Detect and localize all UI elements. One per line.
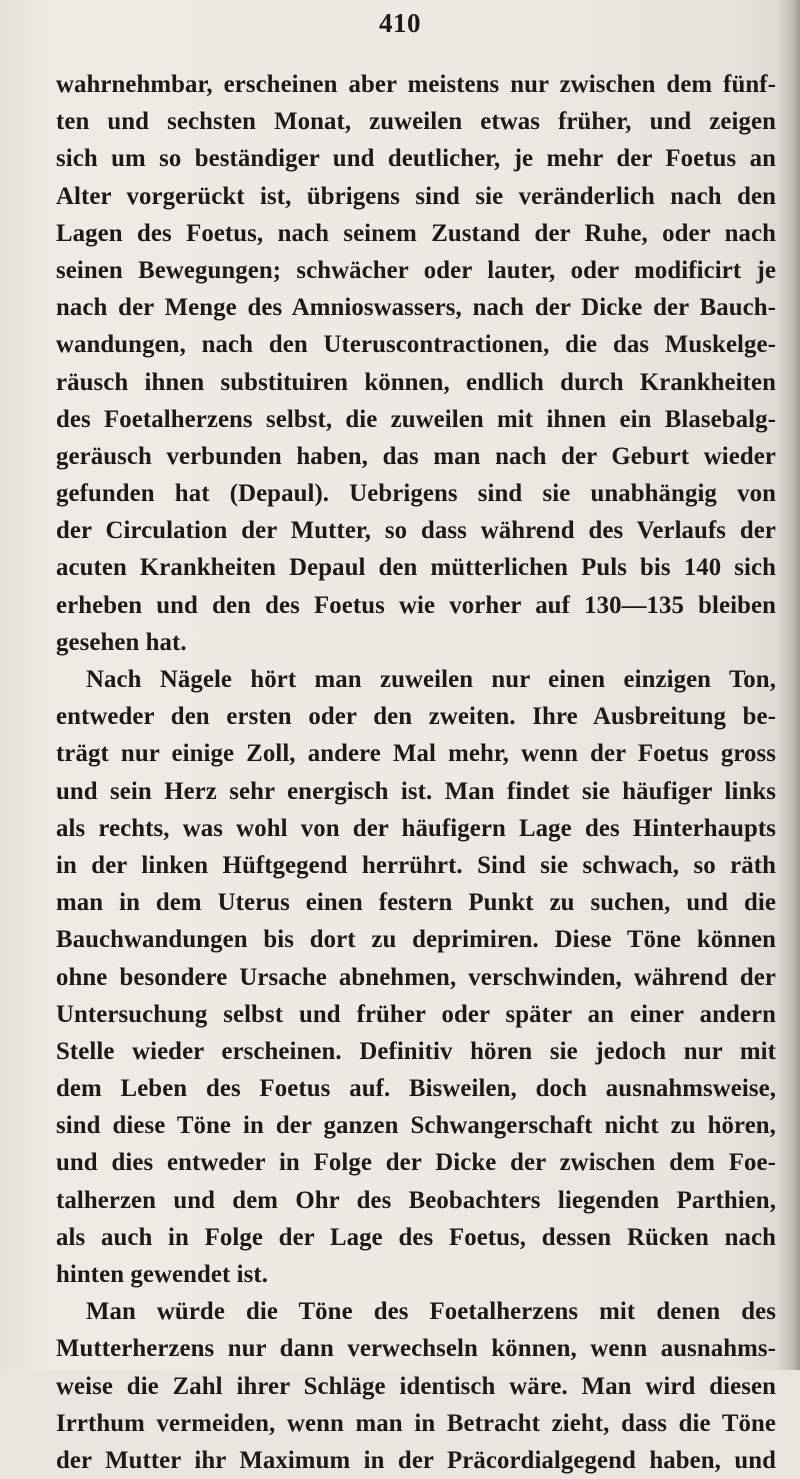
text-line: der Circulation der Mutter, so dass während des Verlaufs der bbox=[56, 517, 776, 545]
text-line: Alter vorgerückt ist, übrigens sind sie veränderlich nach den bbox=[56, 182, 776, 210]
text-line: ohne besondere Ursache abnehmen, verschwinden, während der bbox=[56, 963, 776, 991]
page-number: 410 bbox=[379, 8, 421, 38]
text-line: seinen Bewegungen; schwächer oder lauter, oder modificirt je bbox=[56, 256, 776, 284]
text-line: man in dem Uterus einen festern Punkt zu suchen, und die bbox=[56, 889, 776, 917]
text-line: Lagen des Foetus, nach seinem Zustand der Ruhe, oder nach bbox=[56, 219, 776, 247]
text-line: trägt nur einige Zoll, andere Mal mehr, wenn der Foetus gross bbox=[56, 740, 776, 768]
text-line: Mutterherzens nur dann verwechseln können, wenn ausnahms- bbox=[56, 1335, 776, 1363]
text-line: der Mutter ihr Maximum in der Präcordialgegend haben, und bbox=[56, 1446, 776, 1474]
text-line: in der linken Hüftgegend herrührt. Sind sie schwach, so räth bbox=[56, 851, 776, 879]
text-line: räusch ihnen substituiren können, endlich durch Krankheiten bbox=[56, 368, 776, 396]
text-line: wahrnehmbar, erscheinen aber meistens nur zwischen dem fünf- bbox=[56, 71, 776, 98]
text-line: geräusch verbunden haben, das man nach der Geburt wieder bbox=[56, 442, 776, 470]
text-line: Bauchwandungen bis dort zu deprimiren. Diese Töne können bbox=[56, 926, 776, 954]
text-line: Nach Nägele hört man zuweilen nur einen einzigen Ton, bbox=[86, 666, 776, 693]
text-line: und dies entweder in Folge der Dicke der zwischen dem Foe- bbox=[56, 1149, 776, 1177]
text-line: erheben und den des Foetus wie vorher auf 130—135 bleiben bbox=[56, 591, 776, 619]
text-line: wandungen, nach den Uteruscontractionen, die das Muskelge- bbox=[56, 331, 776, 359]
text-line: talherzen und dem Ohr des Beobachters liegenden Parthien, bbox=[56, 1186, 776, 1214]
text-line: nach der Menge des Amnioswassers, nach der Dicke der Bauch- bbox=[56, 294, 776, 322]
text-line: weise die Zahl ihrer Schläge identisch wäre. Man wird diesen bbox=[56, 1372, 776, 1400]
page-edge-shadow bbox=[778, 0, 800, 1370]
text-line: als auch in Folge der Lage des Foetus, dessen Rücken nach bbox=[56, 1223, 776, 1251]
text-line: sich um so beständiger und deutlicher, je mehr der Foetus an bbox=[56, 145, 776, 173]
text-line: des Foetalherzens selbst, die zuweilen mit ihnen ein Blasebalg- bbox=[56, 405, 776, 433]
text-line: hinten gewendet ist. bbox=[56, 1261, 269, 1288]
text-line: Man würde die Töne des Foetalherzens mit denen des bbox=[86, 1298, 776, 1326]
text-line: Irrthum vermeiden, wenn man in Betracht zieht, dass die Töne bbox=[56, 1409, 776, 1437]
text-line: entweder den ersten oder den zweiten. Ihre Ausbreitung be- bbox=[56, 703, 776, 731]
text-line: und sein Herz sehr energisch ist. Man findet sie häufiger links bbox=[56, 777, 776, 805]
text-line: Untersuchung selbst und früher oder später an einer andern bbox=[56, 1000, 776, 1028]
text-line: als rechts, was wohl von der häufigern Lage des Hinterhaupts bbox=[56, 814, 776, 842]
text-line: ten und sechsten Monat, zuweilen etwas früher, und zeigen bbox=[56, 108, 776, 136]
text-line: dem Leben des Foetus auf. Bisweilen, doch ausnahmsweise, bbox=[56, 1075, 776, 1103]
body-text bbox=[56, 66, 776, 1479]
text-line: gefunden hat (Depaul). Uebrigens sind sie unabhängig von bbox=[56, 480, 776, 508]
text-line: Stelle wieder erscheinen. Definitiv hören sie jedoch nur mit bbox=[56, 1037, 776, 1065]
text-line: gesehen hat. bbox=[56, 628, 187, 656]
text-line: sind diese Töne in der ganzen Schwangerschaft nicht zu hören, bbox=[56, 1112, 776, 1140]
text-line: acuten Krankheiten Depaul den mütterlichen Puls bis 140 sich bbox=[56, 554, 776, 582]
